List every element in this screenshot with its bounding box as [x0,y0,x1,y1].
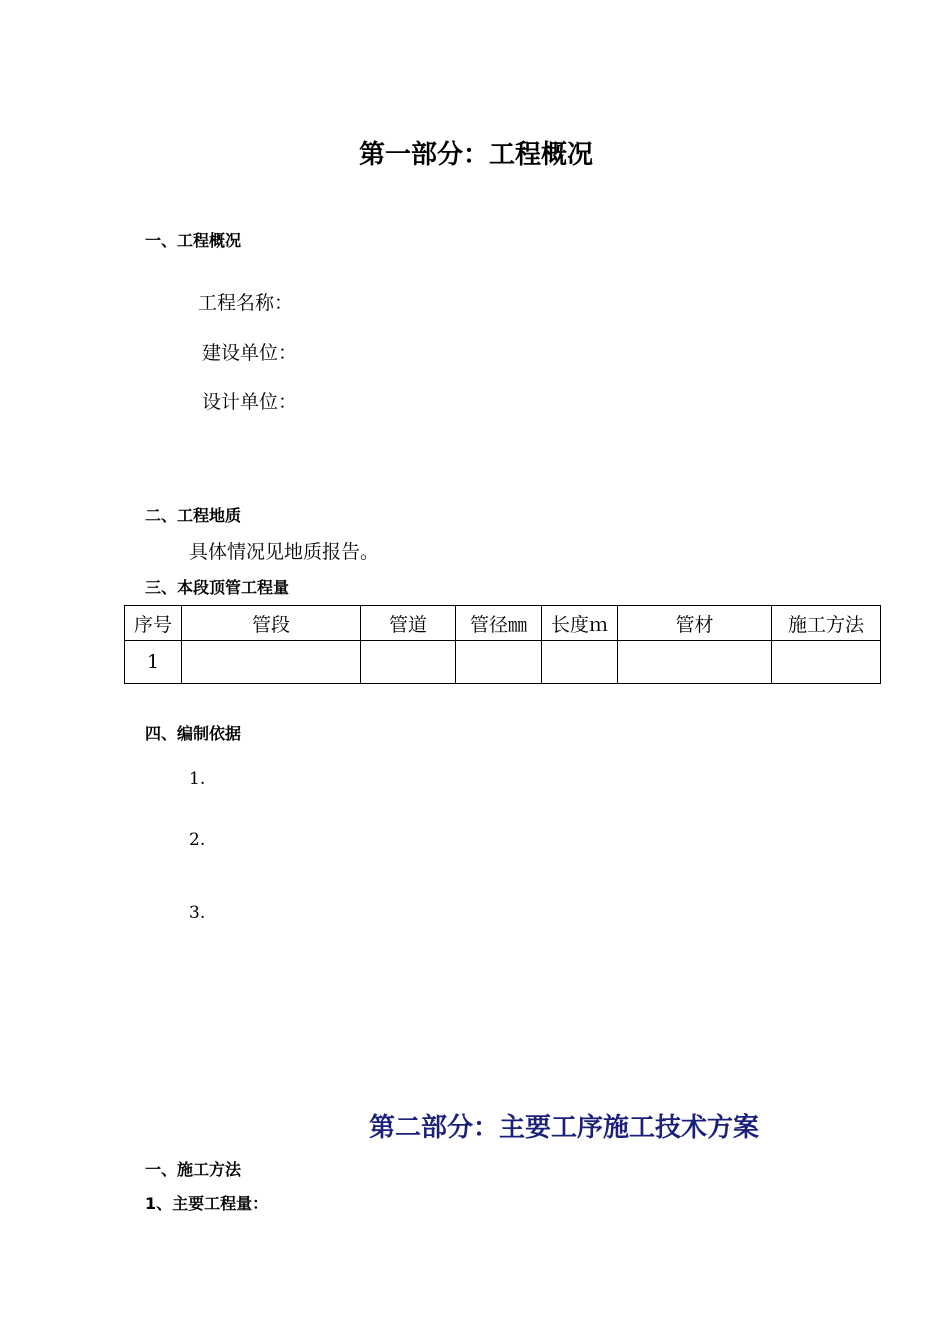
project-name-label: 工程名称： [198,292,294,314]
builder-label: 建设单位： [202,342,298,364]
cell-diameter [456,641,542,684]
col-header-diameter: 管径㎜ [456,606,542,641]
designer-label: 设计单位： [202,391,298,413]
basis-item-2: 2. [189,830,206,850]
section1-heading: 一、工程概况 [145,231,242,250]
basis-item-1: 1. [189,769,206,789]
part2-section1-heading: 一、施工方法 [145,1160,242,1179]
cell-method [772,641,881,684]
col-header-length: 长度ｍ [542,606,618,641]
part1-title: 第一部分：工程概况 [359,140,594,170]
section4-heading: 四、编制依据 [145,724,242,743]
section3-heading: 三、本段顶管工程量 [145,578,290,597]
part2-title: 第二部分：主要工序施工技术方案 [369,1113,760,1143]
col-header-segment: 管段 [182,606,361,641]
section2-heading: 二、工程地质 [145,506,242,525]
table-row [125,641,881,684]
quantity-table [124,605,881,684]
col-header-pipeline: 管道 [361,606,456,641]
cell-material [618,641,772,684]
col-header-method: 施工方法 [772,606,881,641]
cell-segment [182,641,361,684]
col-header-no: 序号 [125,606,182,641]
col-header-material: 管材 [618,606,772,641]
basis-item-3: 3. [189,903,206,923]
part2-sub1-heading: 1、主要工程量： [145,1194,269,1213]
cell-no: 1 [125,641,182,684]
table-header-row [125,606,881,641]
geology-text: 具体情况见地质报告。 [189,541,380,563]
cell-pipeline [361,641,456,684]
cell-length [542,641,618,684]
